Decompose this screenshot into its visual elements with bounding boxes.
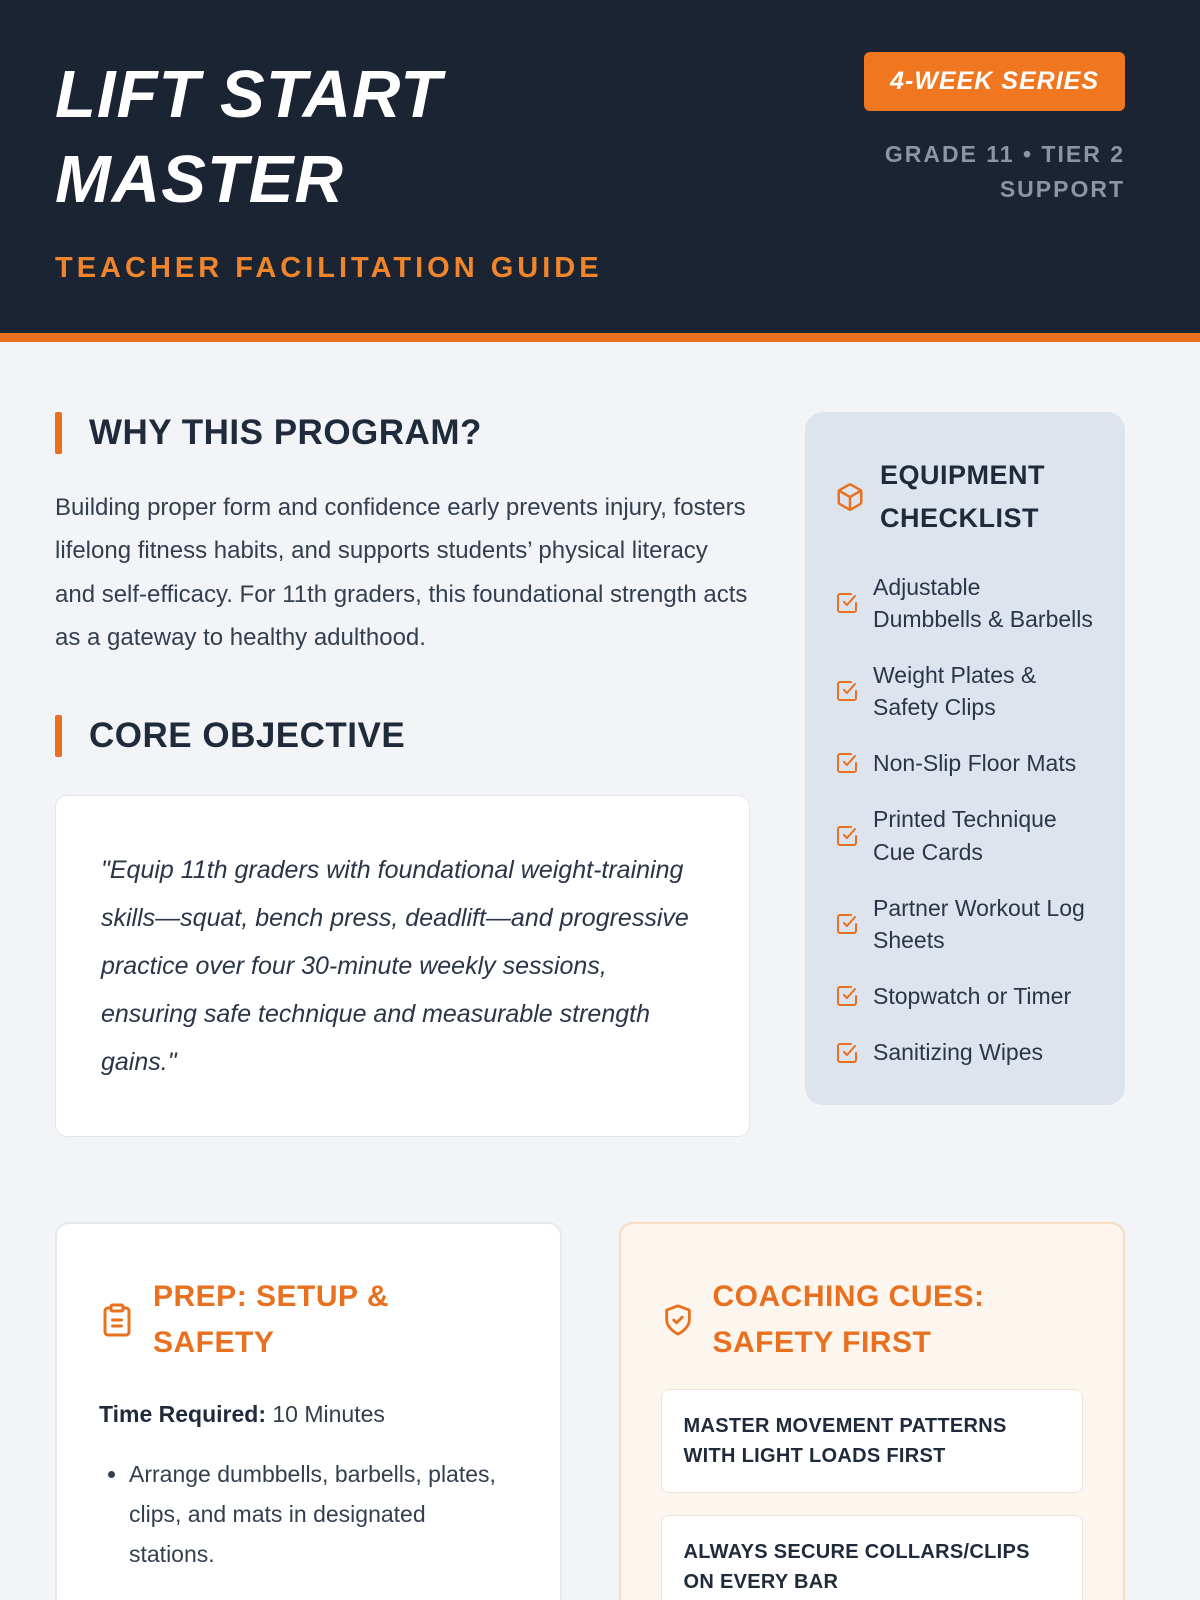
equipment-checklist-card: [805, 412, 1125, 1104]
prep-bullet-list: [99, 1454, 518, 1575]
clipboard-icon: [99, 1302, 135, 1338]
objective-heading: CORE OBJECTIVE: [89, 715, 406, 755]
objective-section-heading: [55, 715, 750, 757]
equipment-item-label: Adjustable Dumbbells & Barbells: [873, 573, 1093, 632]
check-square-icon: [835, 591, 859, 615]
equipment-item-label: Non-Slip Floor Mats: [873, 750, 1077, 777]
equipment-item-label: Printed Technique Cue Cards: [873, 806, 1057, 865]
prep-heading: PREP: SETUP & SAFETY: [153, 1279, 389, 1360]
left-column: [55, 412, 750, 1137]
objective-quote-card: [55, 795, 750, 1137]
equipment-list-item: [835, 659, 1095, 723]
series-badge: 4-WEEK SERIES: [864, 52, 1125, 111]
header-right: [860, 52, 1125, 206]
page-title-line1: LIFT START: [55, 57, 443, 132]
equipment-list-item: [835, 571, 1095, 635]
coaching-heading: COACHING CUES: SAFETY FIRST: [712, 1279, 985, 1360]
page-subtitle: TEACHER FACILITATION GUIDE: [55, 252, 603, 285]
coaching-heading-row: [661, 1274, 1084, 1367]
objective-quote-text: "Equip 11th graders with foundational weight-training skills—squat, bench press, deadlift—and progressive practice over four 30-minute weekly sessions, ensuring safe technique and measurable strength gains.": [101, 855, 689, 1076]
equipment-item-label: Partner Workout Log Sheets: [873, 894, 1085, 954]
time-required-value: 10 Minutes: [272, 1400, 385, 1427]
equipment-item-label: Sanitizing Wipes: [873, 1039, 1044, 1066]
check-square-icon: [835, 912, 859, 936]
why-heading: WHY THIS PROGRAM?: [89, 413, 482, 453]
coaching-cues-card: [619, 1222, 1126, 1600]
equipment-list-item: [835, 803, 1095, 867]
header: [0, 0, 1200, 342]
prep-setup-card: [55, 1222, 562, 1600]
equipment-item-label: Weight Plates & Safety Clips: [873, 661, 1037, 721]
bottom-section: [55, 1222, 1125, 1600]
equipment-heading-row: [835, 454, 1095, 540]
check-square-icon: [835, 679, 859, 703]
page-title: [55, 52, 603, 222]
check-square-icon: [835, 984, 859, 1008]
prep-bullet-item: • Arrange dumbbells, barbells, plates, clips, and mats in designated stations.: [129, 1454, 518, 1575]
equipment-list-item: [835, 892, 1095, 956]
equipment-item-label: Stopwatch or Timer: [873, 983, 1072, 1010]
prep-heading-row: [99, 1274, 518, 1367]
time-required-row: [99, 1401, 518, 1428]
equipment-heading: EQUIPMENT CHECKLIST: [880, 460, 1046, 534]
main-content: [0, 342, 1200, 1600]
heading-accent-bar: [55, 715, 62, 757]
check-square-icon: [835, 824, 859, 848]
grade-tier-meta: GRADE 11 • TIER 2 SUPPORT: [884, 141, 1125, 202]
time-required-label: Time Required:: [99, 1400, 266, 1427]
coaching-cue-item: MASTER MOVEMENT PATTERNS WITH LIGHT LOADS FIRST: [661, 1389, 1084, 1493]
equipment-list-item: [835, 980, 1095, 1012]
page-title-line2: MASTER: [55, 142, 344, 218]
heading-accent-bar: [55, 412, 62, 454]
coaching-cue-item: ALWAYS SECURE COLLARS/CLIPS ON EVERY BAR: [661, 1515, 1084, 1600]
why-body-text: Building proper form and confidence early prevents injury, fosters lifelong fitness habits, and supports students’ physical literacy and self-efficacy. For 11th graders, this foundational strength acts as a gateway to healthy adulthood.: [55, 494, 748, 651]
check-square-icon: [835, 1041, 859, 1065]
header-left: [55, 52, 603, 285]
equipment-list-item: [835, 747, 1095, 779]
equipment-list: [835, 571, 1095, 1069]
why-section-heading: [55, 412, 750, 454]
package-icon: [835, 482, 865, 512]
equipment-list-item: [835, 1036, 1095, 1068]
shield-check-icon: [661, 1303, 695, 1337]
check-square-icon: [835, 751, 859, 775]
